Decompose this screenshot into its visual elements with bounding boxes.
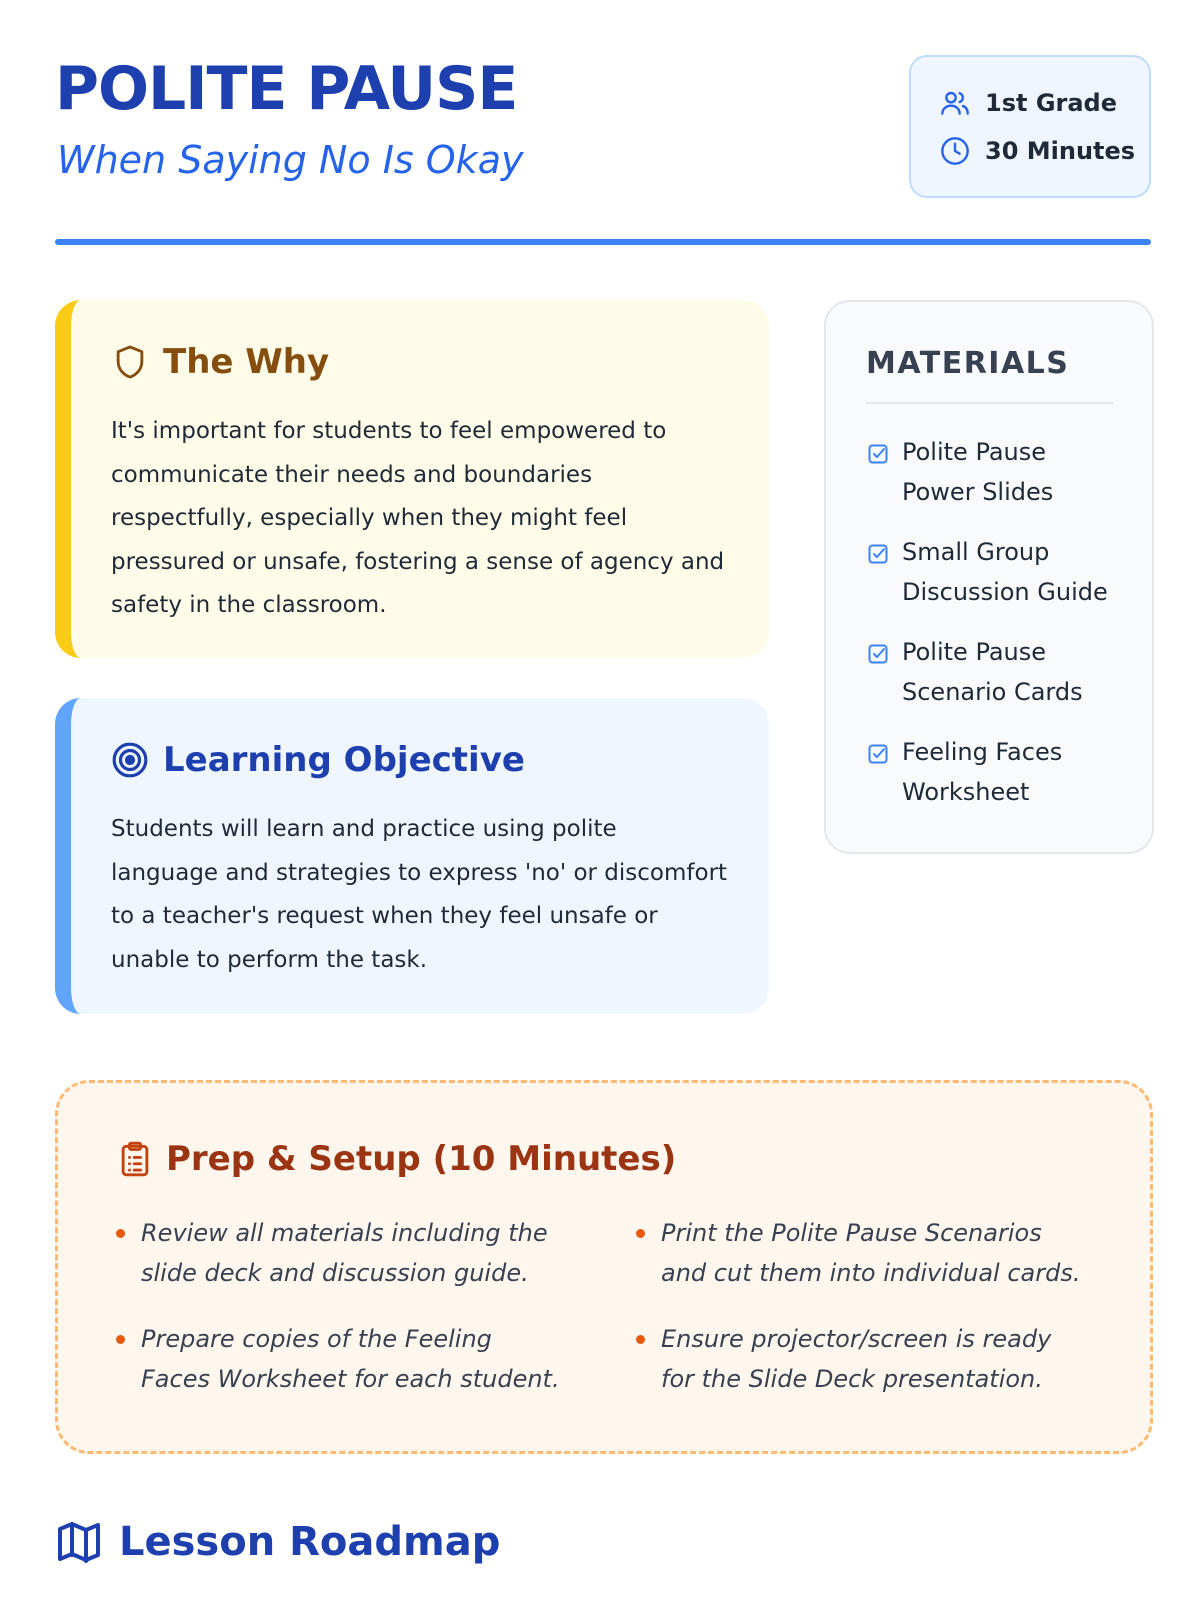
material-item: [866, 432, 1126, 532]
clock-icon: [939, 135, 971, 167]
prep-setup-panel: [55, 1080, 1153, 1454]
material-item: [866, 632, 1126, 732]
roadmap-header: [55, 1518, 500, 1566]
material-item: [866, 532, 1126, 632]
bullet-icon: [116, 1229, 125, 1238]
duration-row: [939, 135, 1135, 167]
bullet-icon: [636, 1335, 645, 1344]
materials-divider: [866, 402, 1114, 404]
clipboard-list-icon: [116, 1140, 154, 1178]
why-text: It's important for students to feel empowered to communicate their needs and boundaries respectfully, especially when they might feel pressured or unsafe, fostering a sense of agency and safety in the classroom.: [111, 418, 725, 618]
map-icon: [55, 1518, 103, 1566]
checkbox-icon: [866, 542, 890, 566]
objective-card: [55, 698, 769, 1014]
lesson-header: [55, 55, 1151, 245]
material-label: Feeling Faces Worksheet: [902, 738, 1063, 806]
prep-list: [116, 1213, 1106, 1399]
page-title: POLITE PAUSE: [55, 54, 518, 124]
prep-item: [636, 1213, 1086, 1293]
checkbox-icon: [866, 442, 890, 466]
checkbox-icon: [866, 642, 890, 666]
prep-item: [116, 1319, 566, 1399]
grade-label: 1st Grade: [985, 89, 1117, 117]
prep-item: [636, 1319, 1086, 1399]
bullet-icon: [636, 1229, 645, 1238]
material-label: Small Group Discussion Guide: [902, 538, 1108, 606]
material-label: Polite Pause Power Slides: [902, 438, 1054, 506]
material-label: Polite Pause Scenario Cards: [902, 638, 1083, 706]
prep-item-text: Print the Polite Pause Scenarios and cut them into individual cards.: [661, 1219, 1081, 1287]
roadmap-heading: Lesson Roadmap: [119, 1519, 501, 1565]
duration-label: 30 Minutes: [985, 137, 1136, 165]
prep-item-text: Prepare copies of the Feeling Faces Worksheet for each student.: [141, 1325, 560, 1393]
users-icon: [939, 87, 971, 119]
grade-row: [939, 87, 1117, 119]
prep-heading: Prep & Setup (10 Minutes): [166, 1139, 677, 1179]
material-item: [866, 732, 1126, 832]
prep-item-text: Ensure projector/screen is ready for the Slide Deck presentation.: [661, 1325, 1052, 1393]
materials-panel: [824, 300, 1154, 854]
objective-header: [111, 740, 525, 780]
objective-heading: Learning Objective: [163, 740, 525, 780]
page-subtitle: When Saying No Is Okay: [57, 138, 524, 182]
lesson-meta-card: [909, 55, 1151, 198]
target-icon: [111, 741, 149, 779]
materials-list: [866, 432, 1126, 832]
prep-header: [116, 1139, 676, 1179]
why-header: [111, 342, 329, 382]
why-heading: The Why: [163, 342, 330, 382]
header-divider: [55, 239, 1151, 245]
why-card: [55, 300, 769, 658]
materials-heading: MATERIALS: [866, 346, 1070, 381]
prep-item-text: Review all materials including the slide deck and discussion guide.: [141, 1219, 548, 1287]
checkbox-icon: [866, 742, 890, 766]
prep-item: [116, 1213, 566, 1293]
objective-text: Students will learn and practice using polite language and strategies to express 'no' or discomfort to a teacher's request when they feel unsafe or unable to perform the task.: [111, 816, 728, 973]
bullet-icon: [116, 1335, 125, 1344]
shield-icon: [111, 343, 149, 381]
